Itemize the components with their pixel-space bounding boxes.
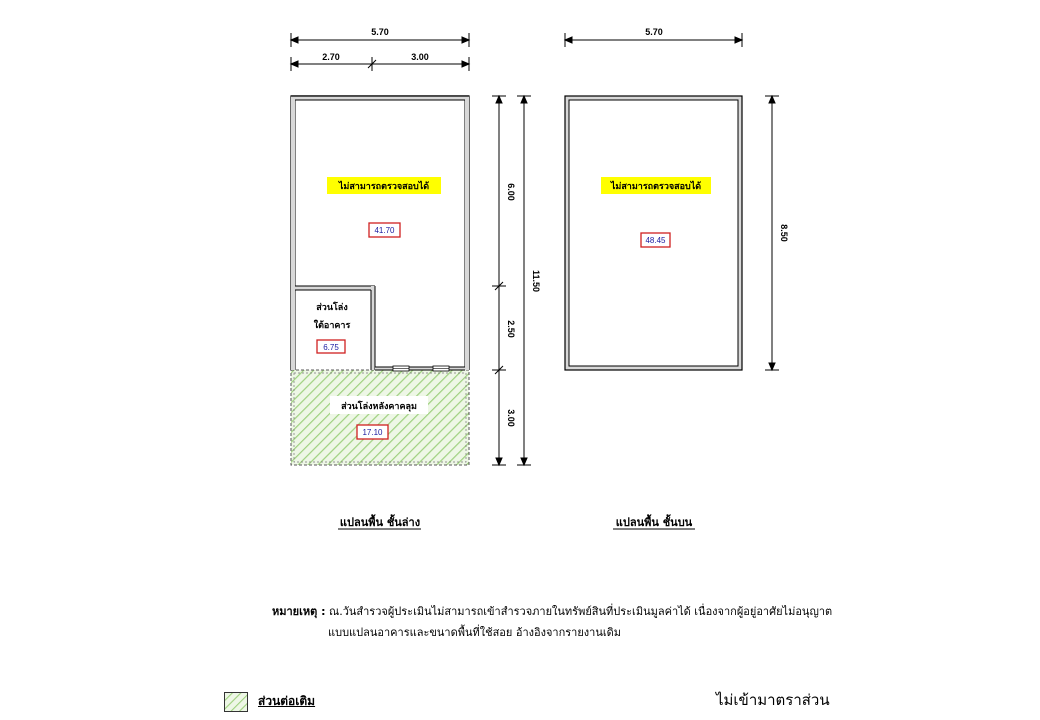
note-heading: หมายเหตุ : bbox=[272, 605, 326, 618]
note-line-2-row bbox=[272, 622, 832, 643]
ground-height-total-dimension bbox=[517, 96, 531, 465]
legend-label: ส่วนต่อเติม bbox=[258, 694, 316, 708]
open-area-label-2: ใต้อาคาร bbox=[313, 321, 351, 331]
upper-width-label: 5.70 bbox=[645, 27, 663, 37]
covered-area-area: 17.10 bbox=[362, 428, 383, 437]
note-line-1-row bbox=[272, 601, 832, 622]
note-line-1: ณ.วันสำรวจผู้ประเมินไม่สามารถเข้าสำรวจภายในทรัพย์สินที่ประเมินมูลค่าได้ เนื่องจากผู้อยู่อาศัยไม่อนุญาต bbox=[329, 605, 833, 618]
upper-height-dimension bbox=[765, 96, 779, 370]
open-area-area: 6.75 bbox=[323, 343, 339, 352]
ground-segment-dimension bbox=[291, 57, 469, 71]
note-block bbox=[272, 601, 832, 643]
legend-hatch-icon bbox=[224, 692, 248, 712]
upper-height-label: 8.50 bbox=[779, 224, 789, 242]
ground-height-top-label: 6.00 bbox=[506, 183, 516, 201]
ground-width-label: 5.70 bbox=[371, 27, 389, 37]
main-room-label: ไม่สามารถตรวจสอบได้ bbox=[338, 182, 430, 192]
ground-floor-title: แปลนพื้น ชั้นล่าง bbox=[339, 516, 421, 529]
note-line-2: แบบแปลนอาคารและขนาดพื้นที่ใช้สอย อ้างอิงจากรายงานเดิม bbox=[328, 626, 621, 639]
ground-height-mid-label: 2.50 bbox=[506, 320, 516, 338]
upper-room-label: ไม่สามารถตรวจสอบได้ bbox=[610, 182, 702, 192]
ground-height-bottom-label: 3.00 bbox=[506, 409, 516, 427]
scale-note: ไม่เข้ามาตราส่วน bbox=[716, 691, 830, 709]
covered-area-label: ส่วนโล่งหลังคาคลุม bbox=[341, 402, 417, 412]
open-area-label-1: ส่วนโล่ง bbox=[316, 303, 348, 313]
ground-seg-left-label: 2.70 bbox=[322, 52, 340, 62]
upper-room-area: 48.45 bbox=[645, 236, 666, 245]
upper-floor-title: แปลนพื้น ชั้นบน bbox=[615, 516, 693, 529]
main-room-area: 41.70 bbox=[374, 226, 395, 235]
ground-height-segments-dimension bbox=[492, 96, 506, 465]
ground-height-total-label: 11.50 bbox=[531, 269, 541, 293]
ground-seg-right-label: 3.00 bbox=[411, 52, 429, 62]
covered-area-hatch bbox=[291, 370, 469, 465]
